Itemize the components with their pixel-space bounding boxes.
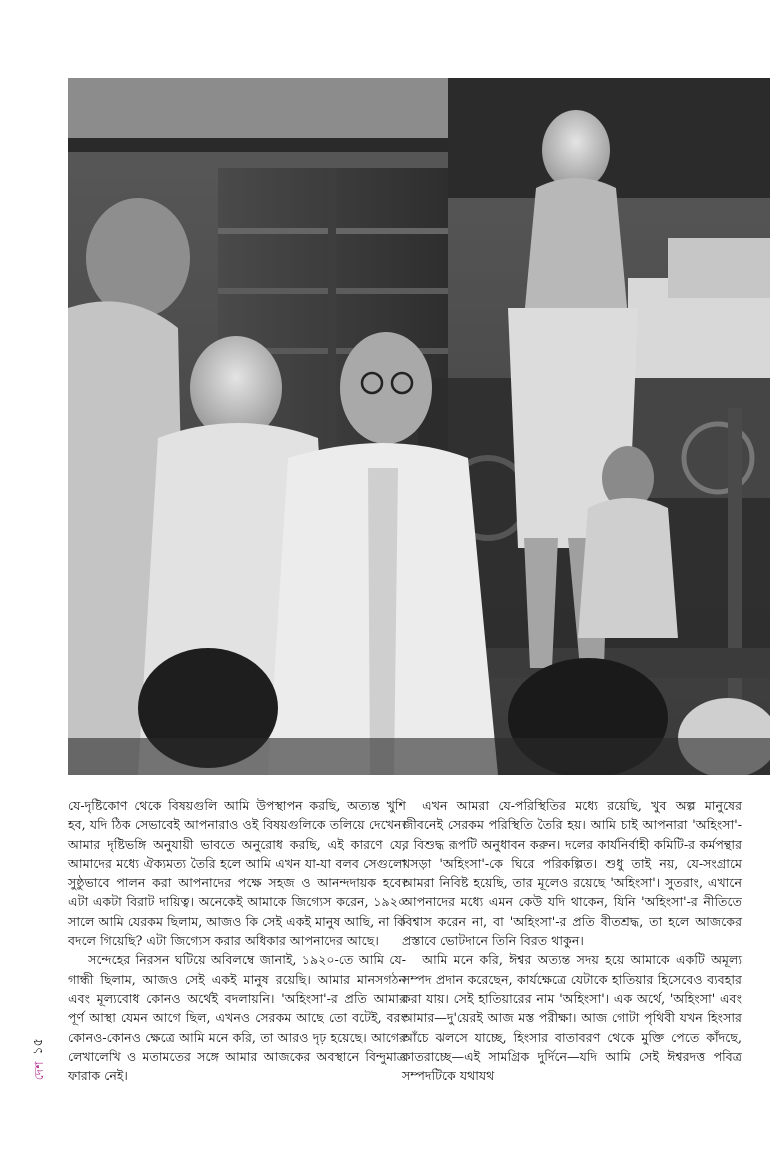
paragraph: সন্দেহের নিরসন ঘটিয়ে অবিলম্বে জানাই, ১৯২০-তে আমি যে-গান্ধী ছিলাম, আজও সেই একই মানুষ রয়েছি। আমার মানসগঠন এবং মূল্যবোধ কোনও অর্থেই বদলায়নি। 'অহিংসা'-র প্রতি আমার পূর্ণ আস্থা যেমন আগে ছিল, এখনও সেরকম আছে তো বটেই, বরং কোনও-কোনও ক্ষেত্রে আমি মনে করি, তা আরও দৃঢ় হয়েছে। আগের লেখালেখি ও মতামতের সঙ্গে আমার আজকের অবস্থানে বিন্দুমাত্র ফারাক নেই। bbox=[68, 952, 406, 1084]
paragraph: আমি মনে করি, ঈশ্বর অত্যন্ত সদয় হয়ে আমাকে একটি অমূল্য সম্পদ প্রদান করেছেন, কার্যক্ষেত্রে যেটাকে হাতিয়ার হিসেবেও ব্যবহার করা যায়। সেই হাতিয়ারের নাম 'অহিংসা'। এক অর্থে, 'অহিংসা' এবং আমার—দু'য়েরই আজ মস্ত পরীক্ষা। আজ গোটা পৃথিবী যখন হিংসার আঁচে ঝলসে যাচ্ছে, হিংসার বাতাবরণ থেকে মুক্তি পেতে কাঁদছে, কাতরাচ্ছে—এই সামগ্রিক দুর্দিনে—যদি আমি সেই ঈশ্বরদত্ত পবিত্র সম্পদটিকে যথাযথ bbox=[402, 952, 742, 1084]
page-number: ১৫ bbox=[30, 1037, 46, 1055]
paragraph: এখন আমরা যে-পরিস্থিতির মধ্যে রয়েছি, খুব অল্প মানুষের জীবনেই সেরকম পরিস্থিতি তৈরি হয়। আমি চাই আপনারা 'অহিংসা'-র বিশুদ্ধ রূপটি অনুধাবন করুন। দলের কার্যনির্বাহী কমিটি-র কর্মপন্থার খসড়া 'অহিংসা'-কে ঘিরে পরিকল্পিত। শুধু তাই নয়, যে-সংগ্রামে আমরা নিবিষ্ট হয়েছি, তার মূলেও রয়েছে 'অহিংসা'। সুতরাং, এখানে আপনাদের মধ্যে এমন কেউ যদি থাকেন, যিনি 'অহিংসা'-র নীতিতে বিশ্বাস করেন না, বা 'অহিংসা'-র প্রতি বীতশ্রদ্ধ, তা হলে আজকের প্রস্তাবে ভোটদানে তিনি বিরত থাকুন। bbox=[402, 798, 742, 949]
magazine-title: দেশ bbox=[32, 1060, 46, 1080]
archival-photo-icon bbox=[68, 78, 770, 775]
left-column bbox=[68, 796, 406, 1085]
archival-photo bbox=[68, 78, 770, 775]
right-column bbox=[402, 796, 742, 1085]
page-footer bbox=[28, 1006, 50, 1080]
paragraph: যে-দৃষ্টিকোণ থেকে বিষয়গুলি আমি উপস্থাপন করছি, অত্যন্ত খুশি হব, যদি ঠিক সেভাবেই আপনারাও ওই বিষয়গুলিকে তলিয়ে দেখেন। আমার দৃষ্টিভঙ্গি অনুযায়ী ভাবতে অনুরোধ করছি, এই কারণে যে, আমাদের মধ্যে ঐক্যমত্য তৈরি হলে আমি এখন যা-যা বলব সেগুলো সুষ্ঠুভাবে পালন করা আপনাদের পক্ষে সহজ ও আনন্দদায়ক হবে। এটা একটা বিরাট দায়িত্ব। অনেকেই আমাকে জিগ্যেস করেন, ১৯২০ সালে আমি যেরকম ছিলাম, আজও কি সেই একই মানুষ আছি, না কি বদলে গিয়েছি? এটা জিগ্যেস করার অধিকার আপনাদের আছে। bbox=[68, 798, 406, 949]
